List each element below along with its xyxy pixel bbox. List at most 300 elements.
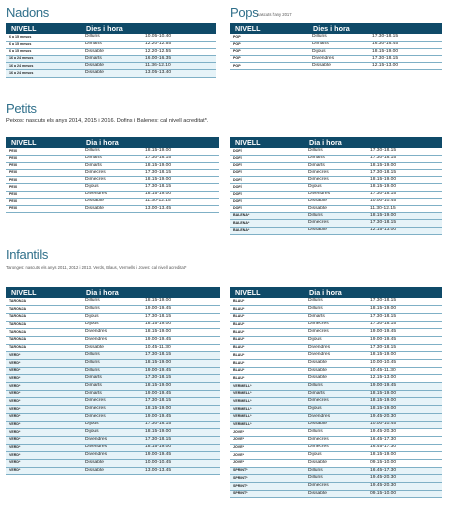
hour-cell: 12.20-12.55 [143,48,216,55]
level-cell: SPRINT* [230,467,304,475]
day-cell: Dimarts [304,390,368,398]
hour-cell: 10.00-10.45 [368,360,442,368]
level-cell: BLAU* [230,313,304,321]
hour-cell: 13.00-13.45 [143,467,220,475]
day-cell: Dissabte [304,227,368,234]
day-cell: Dissabte [304,360,368,368]
hour-cell: 18.15-19.00 [368,398,442,406]
hour-cell: 18.15-19.00 [143,360,220,368]
table-row [230,444,442,452]
level-cell: BLAU* [230,336,304,344]
level-cell: TARONJA [6,336,81,344]
table-row [6,148,219,155]
day-cell: Dimarts [308,41,370,48]
hour-cell: 17.30-18.15 [143,421,220,429]
level-cell: VERD* [6,467,81,475]
table-row [230,148,442,155]
day-cell: Dilluns [81,360,143,368]
table-row [230,306,442,314]
level-cell: TARONJA [6,329,81,337]
table-row [6,56,216,63]
day-cell: Dilluns [304,213,368,220]
level-cell: DOFÍ [230,191,304,198]
day-cell: Dilluns [81,306,143,314]
level-cell: VERD* [6,352,81,360]
table-row [230,177,442,184]
hour-cell: 10.00-10.45 [368,421,442,429]
level-cell: VERD* [6,436,81,444]
table-row [6,41,216,48]
day-cell: Dimarts [81,390,143,398]
hour-cell: 17.30-18.15 [368,321,442,329]
level-cell: PEIX [6,191,81,198]
table-row [6,70,216,77]
hour-cell: 18.15-19.00 [143,298,220,306]
table-row [6,406,220,414]
table-row [6,63,216,70]
table-row [6,298,220,306]
hour-cell: 09.15-10.00 [368,490,442,498]
infantils-right-table [230,287,442,498]
header-nivell: NIVELL [230,137,304,148]
level-cell: BLAU* [230,352,304,360]
table-row [230,63,442,70]
day-cell: Divendres [81,452,143,460]
hour-cell: 09.15-10.00 [368,459,442,467]
level-cell: SPRINT* [230,475,304,483]
hour-cell: 18.15-19.00 [368,177,442,184]
level-cell: POP [230,34,308,41]
table-row [230,367,442,375]
day-cell: Dimarts [304,155,368,162]
hour-cell: 18.15-19.00 [143,321,220,329]
day-cell: Dimarts [304,162,368,169]
day-cell: Dilluns [81,34,143,41]
day-cell: Dilluns [81,352,143,360]
table-row [230,375,442,383]
hour-cell: 17.30-18.15 [143,184,219,191]
hour-cell: 19.00-19.45 [143,413,220,421]
hour-cell: 17.30-18.15 [143,170,219,177]
table-header-row [230,137,442,148]
table-row [6,162,219,169]
day-cell: Dissabte [304,206,368,213]
hour-cell: 11.36-12.10 [143,63,216,70]
day-cell: Dissabte [81,63,143,70]
day-cell: Dijous [304,184,368,191]
hour-cell: 18.15-19.00 [368,306,442,314]
table-row [230,421,442,429]
hour-cell: 19.00-19.45 [143,336,220,344]
hour-cell: 10.00-10.45 [368,198,442,205]
hour-cell: 19.00-19.45 [368,329,442,337]
table-row [230,213,442,220]
level-cell: VERD* [6,367,81,375]
level-cell: VERD* [6,413,81,421]
table-row [230,483,442,491]
hour-cell: 19.00-19.45 [143,390,220,398]
table-row [230,390,442,398]
hour-cell: 16.30-16.45 [370,41,442,48]
hour-cell: 19.45-20.30 [368,429,442,437]
hour-cell: 18.15-19.00 [143,429,220,437]
table-row [230,298,442,306]
level-cell: SPRINT* [230,490,304,498]
table-row [6,191,219,198]
day-cell: Dimecres [304,177,368,184]
level-cell: DOFÍ [230,148,304,155]
day-cell: Dissabte [304,490,368,498]
level-cell: JOVE* [230,459,304,467]
level-cell: BLAU* [230,306,304,314]
level-cell: VERD* [6,459,81,467]
hour-cell: 17.30-18.15 [143,352,220,360]
table-row [6,177,219,184]
hour-cell: 19.45-20.30 [368,483,442,491]
header-nivell: NIVELL [6,23,81,34]
hour-cell: 18.15-19.00 [368,162,442,169]
day-cell: Dissabte [81,198,143,205]
level-cell: BLAU* [230,329,304,337]
hour-cell: 19.00-19.45 [143,306,220,314]
level-cell: JOVE* [230,444,304,452]
petits-dofi-table [230,137,442,235]
table-row [6,184,219,191]
day-cell: Dijous [81,184,143,191]
level-cell: BALENA* [230,220,304,227]
hour-cell: 17.30-18.15 [143,398,220,406]
hour-cell: 18.15-19.00 [368,352,442,360]
day-cell: Dilluns [308,34,370,41]
hour-cell: 17.30-18.15 [368,344,442,352]
nadons-table [6,23,216,78]
level-cell: BLAU* [230,298,304,306]
level-cell: VERMELL* [230,413,304,421]
day-cell: Dilluns [304,475,368,483]
day-cell: Dissabte [304,375,368,383]
day-cell: Dimecres [304,436,368,444]
day-cell: Dissabte [304,198,368,205]
table-row [230,329,442,337]
level-cell: JOVE* [230,452,304,460]
day-cell: Dimarts [81,375,143,383]
day-cell: Dissabte [81,467,143,475]
table-row [230,452,442,460]
level-cell: VERD* [6,429,81,437]
day-cell: Dilluns [304,383,368,391]
header-dia-hora: Dia i hora [304,287,442,298]
level-cell: 6 a 15 mesos [6,41,81,48]
hour-cell: 17.30-18.15 [143,375,220,383]
day-cell: Dimecres [304,170,368,177]
day-cell: Dimecres [81,413,143,421]
table-row [6,390,220,398]
level-cell: VERD* [6,383,81,391]
day-cell: Dimecres [304,483,368,491]
day-cell: Dilluns [304,148,368,155]
hour-cell: 17.30-18.15 [368,313,442,321]
table-row [6,352,220,360]
hour-cell: 19.45-20.30 [368,475,442,483]
table-row [6,444,220,452]
hour-cell: 18.15-19.00 [143,329,220,337]
day-cell: Divendres [81,329,143,337]
day-cell: Dissabte [81,70,143,77]
day-cell: Dimarts [304,313,368,321]
day-cell: Dimarts [81,155,143,162]
table-row [230,162,442,169]
header-nivell: NIVELL [6,287,81,298]
day-cell: Dijous [308,48,370,55]
header-nivell: NIVELL [230,23,308,34]
level-cell: BLAU* [230,321,304,329]
hour-cell: 17.30-18.15 [368,148,442,155]
level-cell: DOFÍ [230,177,304,184]
day-cell: Dimarts [81,56,143,63]
hour-cell: 18.15-19.00 [368,390,442,398]
infantils-left-table [6,287,220,475]
hour-cell: 18.15-19.00 [143,383,220,391]
level-cell: TARONJA [6,298,81,306]
day-cell: Dimecres [81,177,143,184]
level-cell: TARONJA [6,344,81,352]
table-row [230,313,442,321]
level-cell: VERD* [6,452,81,460]
table-row [6,467,220,475]
day-cell: Dilluns [81,148,143,155]
table-row [230,459,442,467]
infantils-subtitle: Taronges: nascuts els anys 2011, 2012 i 2013. Verds, Blaus, Vermells i Joves: cal nivell acreditat* [6,265,187,270]
day-cell: Divendres [304,352,368,360]
level-cell: PEIX [6,206,81,213]
hour-cell: 18.15-19.00 [368,452,442,460]
level-cell: POP [230,63,308,70]
table-row [230,360,442,368]
level-cell: BALENA* [230,227,304,234]
day-cell: Dilluns [304,429,368,437]
table-row [230,220,442,227]
day-cell: Dilluns [81,298,143,306]
table-row [6,48,216,55]
hour-cell: 18.15-19.00 [368,184,442,191]
hour-cell: 16.00-16.35 [143,56,216,63]
level-cell: TARONJA [6,321,81,329]
nadons-title: Nadons [6,5,50,20]
table-row [230,206,442,213]
level-cell: PEIX [6,162,81,169]
hour-cell: 10.45-11.30 [143,344,220,352]
day-cell: Divendres [81,444,143,452]
hour-cell: 16.45-17.30 [368,436,442,444]
day-cell: Divendres [304,191,368,198]
table-header-row [6,137,219,148]
table-row [6,360,220,368]
hour-cell: 17.30-18.15 [143,155,219,162]
table-row [6,375,220,383]
level-cell: VERD* [6,421,81,429]
level-cell: VERD* [6,375,81,383]
day-cell: Dimecres [304,321,368,329]
level-cell: VERD* [6,398,81,406]
day-cell: Dissabte [81,459,143,467]
day-cell: Dimecres [304,444,368,452]
day-cell: Dissabte [304,459,368,467]
level-cell: VERMELL* [230,390,304,398]
day-cell: Dimecres [304,398,368,406]
day-cell: Dilluns [304,298,368,306]
hour-cell: 18.15-19.00 [143,177,219,184]
level-cell: PEIX [6,177,81,184]
table-row [230,436,442,444]
hour-cell: 18.15-19.00 [143,148,219,155]
level-cell: 16 a 24 mesos [6,70,81,77]
table-row [6,452,220,460]
day-cell: Dimarts [81,162,143,169]
table-row [230,406,442,414]
table-row [230,398,442,406]
table-row [6,34,216,41]
level-cell: PEIX [6,170,81,177]
day-cell: Dimarts [81,383,143,391]
level-cell: POP [230,41,308,48]
day-cell: Dijous [81,313,143,321]
level-cell: VERD* [6,360,81,368]
table-row [6,344,220,352]
petits-title: Petits [6,101,37,116]
hour-cell: 10.45-11.30 [368,367,442,375]
level-cell: PEIX [6,148,81,155]
level-cell: 16 a 24 mesos [6,63,81,70]
header-dia-hora: Dia i hora [81,287,220,298]
table-header-row [230,23,442,34]
hour-cell: 16.45-17.30 [368,444,442,452]
level-cell: TARONJA [6,306,81,314]
hour-cell: 18.15-19.00 [143,162,219,169]
level-cell: TARONJA [6,313,81,321]
table-row [230,490,442,498]
level-cell: VERMELL* [230,398,304,406]
hour-cell: 12.15-13.00 [370,63,442,70]
day-cell: Dijous [81,429,143,437]
table-row [230,352,442,360]
hour-cell: 17.30-18.15 [370,34,442,41]
table-row [6,459,220,467]
header-dia-hora: Dia i hora [81,137,219,148]
hour-cell: 18.15-19.00 [143,406,220,414]
table-row [230,383,442,391]
level-cell: 16 a 24 mesos [6,56,81,63]
header-dia-hora: Dia i hora [304,137,442,148]
hour-cell: 10.00-10.45 [143,459,220,467]
level-cell: VERD* [6,406,81,414]
table-row [230,155,442,162]
table-row [230,198,442,205]
level-cell: JOVE* [230,429,304,437]
day-cell: Dimecres [304,220,368,227]
level-cell: PEIX [6,155,81,162]
level-cell: PEIX [6,198,81,205]
day-cell: Dijous [304,452,368,460]
hour-cell: 11.30-12.15 [143,198,219,205]
level-cell: VERMELL* [230,421,304,429]
infantils-title: Infantils [6,247,49,262]
hour-cell: 17.30-18.15 [368,220,442,227]
level-cell: JOVE* [230,436,304,444]
hour-cell: 17.30-18.15 [143,436,220,444]
day-cell: Dijous [81,321,143,329]
table-row [6,321,220,329]
day-cell: Dissabte [304,421,368,429]
table-row [230,321,442,329]
header-nivell: NIVELL [230,287,304,298]
level-cell: DOFÍ [230,155,304,162]
table-row [6,306,220,314]
day-cell: Dilluns [81,367,143,375]
table-row [6,336,220,344]
table-row [6,329,220,337]
table-header-row [230,287,442,298]
day-cell: Dimecres [81,406,143,414]
table-row [230,344,442,352]
table-row [6,436,220,444]
table-row [230,170,442,177]
level-cell: BLAU* [230,367,304,375]
level-cell: SPRINT* [230,483,304,491]
day-cell: Dijous [304,336,368,344]
day-cell: Dimecres [81,398,143,406]
pops-subtitle: nascuts l'any 2017 [257,12,292,17]
table-header-row [6,287,220,298]
hour-cell: 13.00-13.45 [143,206,219,213]
hour-cell: 18.15-19.00 [143,444,220,452]
header-dia-hora: Dies i hora [308,23,442,34]
hour-cell: 17.30-18.15 [368,155,442,162]
table-row [6,198,219,205]
table-header-row [6,23,216,34]
hour-cell: 17.30-18.15 [368,191,442,198]
level-cell: BLAU* [230,375,304,383]
level-cell: VERMELL* [230,406,304,414]
level-cell: VERD* [6,444,81,452]
hour-cell: 18.15-19.00 [370,48,442,55]
hour-cell: 12.15-13.00 [368,375,442,383]
hour-cell: 18.15-19.00 [368,406,442,414]
level-cell: BLAU* [230,344,304,352]
level-cell: BLAU* [230,360,304,368]
hour-cell: 19.00-19.45 [368,383,442,391]
day-cell: Divendres [81,336,143,344]
table-row [230,41,442,48]
hour-cell: 10.05-10.40 [143,34,216,41]
table-row [230,56,442,63]
day-cell: Divendres [304,344,368,352]
table-row [230,475,442,483]
header-nivell: NIVELL [6,137,81,148]
hour-cell: 17.30-18.15 [368,170,442,177]
day-cell: Dissabte [304,367,368,375]
pops-title: Pops [230,5,259,20]
level-cell: DOFÍ [230,184,304,191]
hour-cell: 13.05-13.40 [143,70,216,77]
pops-table [230,23,442,70]
day-cell: Divendres [304,413,368,421]
level-cell: VERD* [6,390,81,398]
hour-cell: 19.00-19.45 [143,367,220,375]
day-cell: Dilluns [304,306,368,314]
table-row [6,170,219,177]
petits-subtitle: Peixos: nascuts els anys 2014, 2015 i 2016. Dofins i Balenes: cal nivell acreditat*. [6,118,209,124]
table-row [230,227,442,234]
